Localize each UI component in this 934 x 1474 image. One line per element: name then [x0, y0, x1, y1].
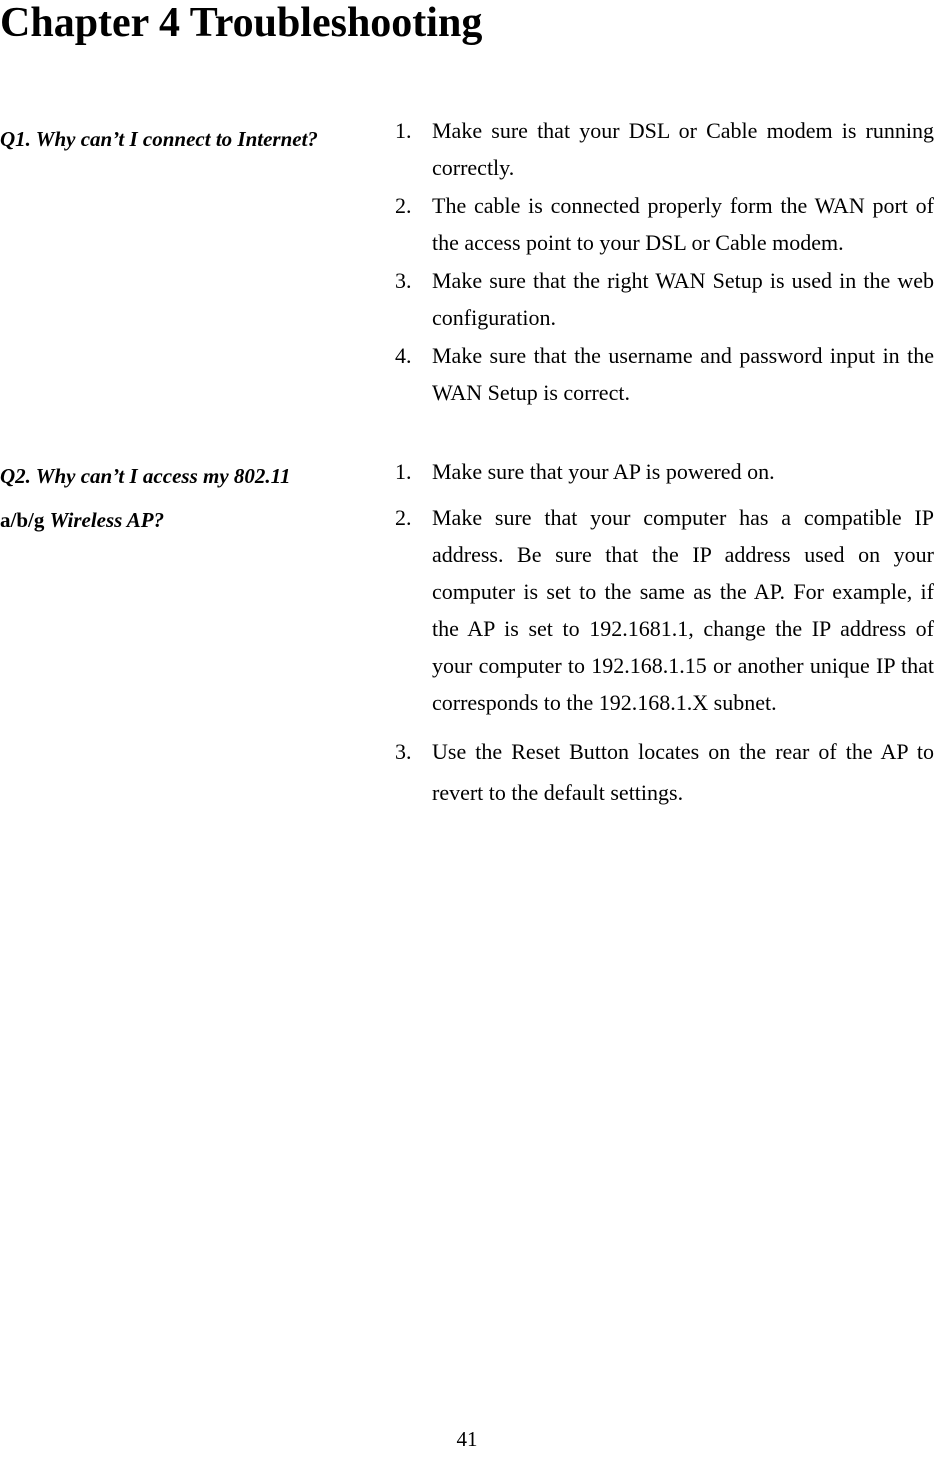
answer-q2-1	[395, 453, 934, 490]
question-q2-italic: Wireless AP?	[49, 508, 165, 532]
question-q1-text: Q1. Why can’t I connect to Internet?	[0, 127, 318, 151]
question-q2-line1: Q2. Why can’t I access my 802.11	[0, 464, 291, 488]
answer-text: Make sure that your computer has a compatible IP address. Be sure that the IP address used on your computer is set to the same as the AP. For example, if the AP is set to 192.1681.1, change the IP address of your computer to 192.168.1.15 or another unique IP that corresponds to the 192.168.1.X subnet.	[432, 505, 934, 715]
answer-number: 3.	[395, 739, 412, 764]
answer-number: 1.	[395, 459, 412, 484]
answer-text: Make sure that the username and password input in the WAN Setup is correct.	[432, 343, 934, 405]
answer-text: Make sure that your DSL or Cable modem is running correctly.	[432, 118, 934, 180]
answer-q1-1	[395, 112, 934, 186]
question-q2	[0, 454, 385, 542]
answer-q2-3	[395, 731, 934, 813]
answer-number: 2.	[395, 193, 412, 218]
answer-number: 3.	[395, 268, 412, 293]
answer-list-q2	[395, 453, 934, 813]
answer-number: 2.	[395, 505, 412, 530]
answer-text: Use the Reset Button locates on the rear of the AP to revert to the default settings.	[432, 739, 934, 805]
question-q2-plain: a/b/g	[0, 508, 50, 532]
chapter-title: Chapter 4 Troubleshooting	[0, 0, 483, 46]
answer-q1-3	[395, 262, 934, 336]
answer-q1-2	[395, 187, 934, 261]
answer-q1-4	[395, 337, 934, 411]
answer-number: 1.	[395, 118, 412, 143]
answer-q2-2	[395, 499, 934, 721]
answer-list-q1	[395, 112, 934, 411]
answer-text: The cable is connected properly form the WAN port of the access point to your DSL or Cable modem.	[432, 193, 934, 255]
answer-text: Make sure that your AP is powered on.	[432, 459, 775, 484]
page-number: 41	[456, 1427, 478, 1451]
answer-text: Make sure that the right WAN Setup is used in the web configuration.	[432, 268, 934, 330]
question-q1	[0, 117, 385, 161]
answer-number: 4.	[395, 343, 412, 368]
question-q2-line2	[0, 498, 385, 542]
